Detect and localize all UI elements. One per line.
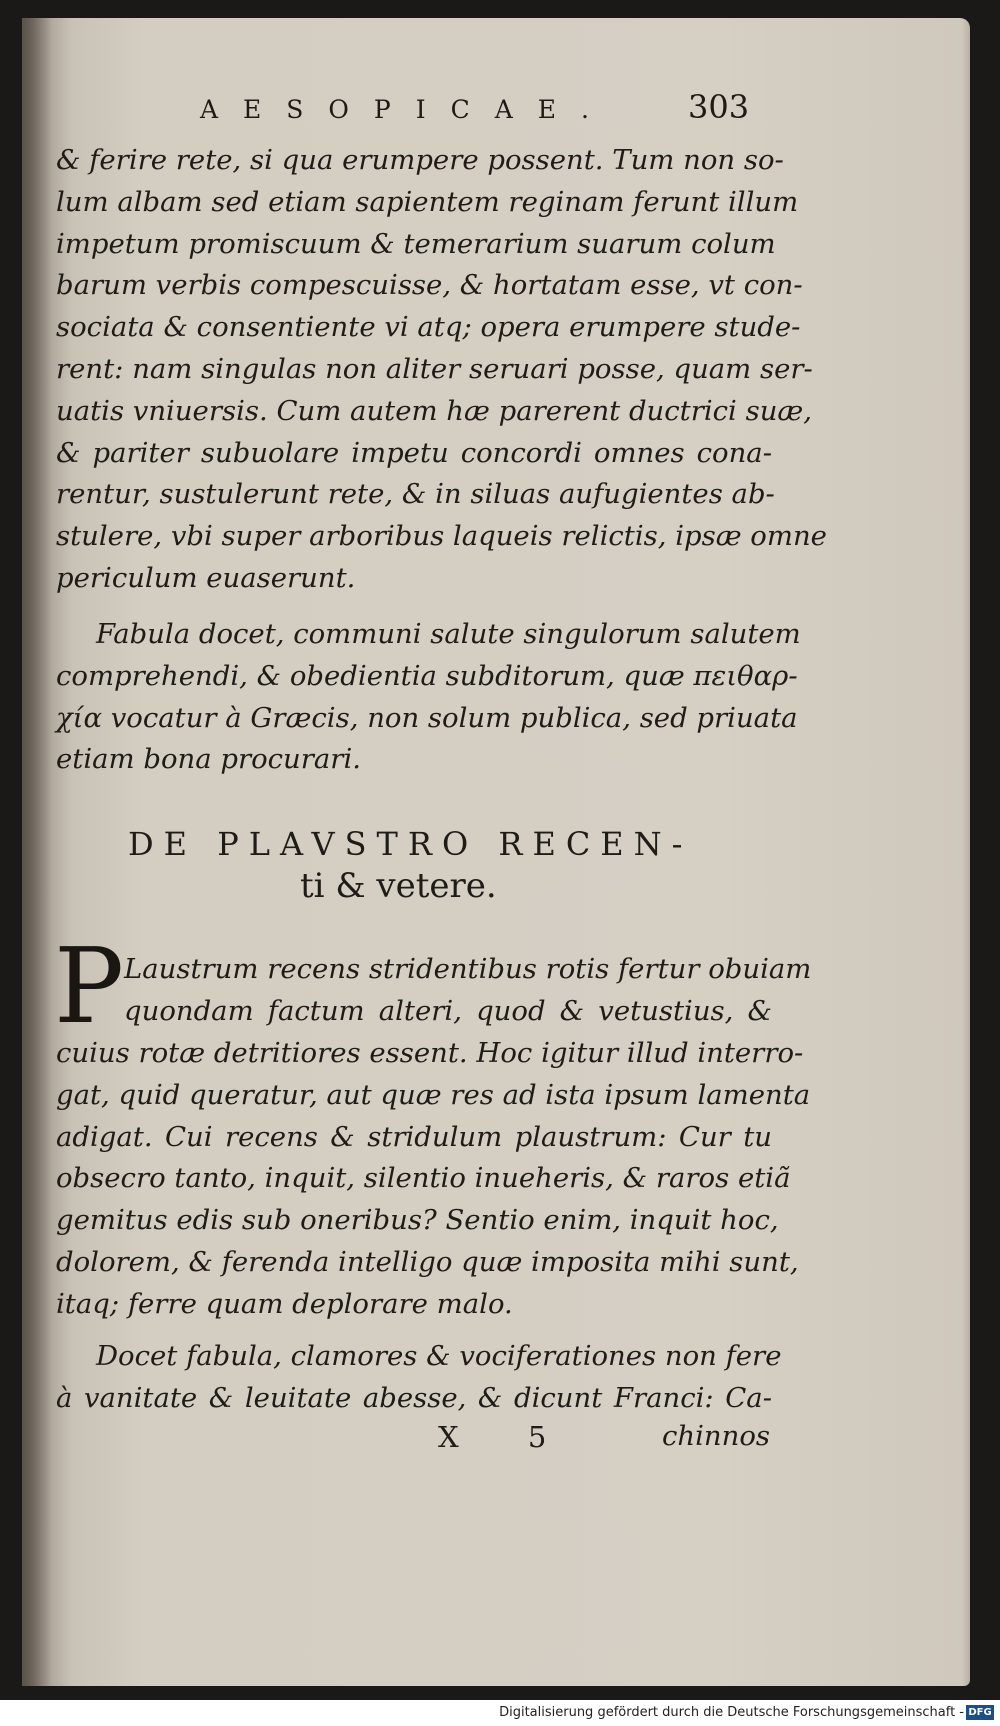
running-head: AESOPICAE. bbox=[200, 95, 615, 124]
text-line: comprehendi, & obedientia subditorum, quæ πειθαρ- bbox=[56, 659, 798, 692]
text-line: & ferire rete, si qua erumpere possent. Tum non so- bbox=[56, 144, 784, 176]
text-line: rentur, sustulerunt rete, & in siluas aufugientes ab- bbox=[56, 478, 775, 511]
text-line: itaq; ferre quam deplorare malo. bbox=[56, 1287, 513, 1320]
footer-bar bbox=[0, 1700, 1000, 1726]
paragraph-1 bbox=[56, 140, 827, 600]
drop-cap: P bbox=[54, 925, 124, 1047]
page-number: 303 bbox=[688, 88, 750, 126]
text-line: gat, quid queratur, aut quæ res ad ista ipsum lamenta bbox=[56, 1078, 811, 1111]
paragraph-2-dropcap-lines bbox=[124, 949, 812, 1033]
text-line: gemitus edis sub oneribus? Sentio enim, inquit hoc, bbox=[56, 1204, 779, 1237]
fable-heading-line-2: ti & vetere. bbox=[300, 866, 497, 906]
text-line: periculum euaserunt. bbox=[56, 561, 356, 594]
text-line: quondam factum alteri, quod & vetustius, & bbox=[124, 994, 772, 1027]
text-line: stulere, vbi super arboribus laqueis relictis, ipsæ omne bbox=[56, 520, 827, 553]
text-line: cuius rotæ detritiores essent. Hoc igitur illud interro- bbox=[56, 1037, 804, 1069]
text-line: impetum promiscuum & temerarium suarum colum bbox=[56, 227, 776, 260]
footer-credit: Digitalisierung gefördert durch die Deutsche Forschungsgemeinschaft - bbox=[499, 1705, 964, 1720]
fable-heading-line-1: DE PLAVSTRO RECEN- bbox=[128, 825, 693, 863]
text-line: Fabula docet, communi salute singulorum salutem bbox=[96, 618, 801, 650]
signature-mark: X 5 bbox=[438, 1420, 577, 1454]
text-line: Laustrum recens stridentibus rotis fertur obuiam bbox=[124, 953, 812, 985]
text-line: adigat. Cui recens & stridulum plaustrum: Cur tu bbox=[56, 1120, 772, 1153]
text-line: lum albam sed etiam sapientem reginam ferunt illum bbox=[56, 185, 799, 218]
catchword: chinnos bbox=[662, 1420, 770, 1452]
text-line: uatis vniuersis. Cum autem hæ parerent ductrici suæ, bbox=[56, 394, 813, 427]
text-line: à vanitate & leuitate abesse, & dicunt Franci: Ca- bbox=[56, 1381, 772, 1414]
text-line: Docet fabula, clamores & vociferationes non fere bbox=[96, 1340, 782, 1372]
text-line: χία vocatur à Græcis, non solum publica, sed priuata bbox=[56, 701, 798, 734]
binding-shadow bbox=[22, 18, 52, 1686]
text-line: sociata & consentiente vi atq; opera erumpere stude- bbox=[56, 311, 801, 344]
text-line: etiam bona procurari. bbox=[56, 743, 361, 776]
moral-2 bbox=[56, 1336, 782, 1420]
text-line: dolorem, & ferenda intelligo quæ imposita mihi sunt, bbox=[56, 1245, 799, 1278]
text-line: & pariter subuolare impetu concordi omnes cona- bbox=[56, 436, 772, 469]
moral-1 bbox=[56, 614, 801, 781]
text-line: obsecro tanto, inquit, silentio inueheris, & raros etiã bbox=[56, 1162, 791, 1195]
text-line: barum verbis compescuisse, & hortatam esse, vt con- bbox=[56, 269, 803, 302]
paragraph-2 bbox=[56, 1033, 811, 1326]
text-line: rent: nam singulas non aliter seruari posse, quam ser- bbox=[56, 352, 813, 385]
dfg-logo: DFG bbox=[966, 1705, 994, 1720]
